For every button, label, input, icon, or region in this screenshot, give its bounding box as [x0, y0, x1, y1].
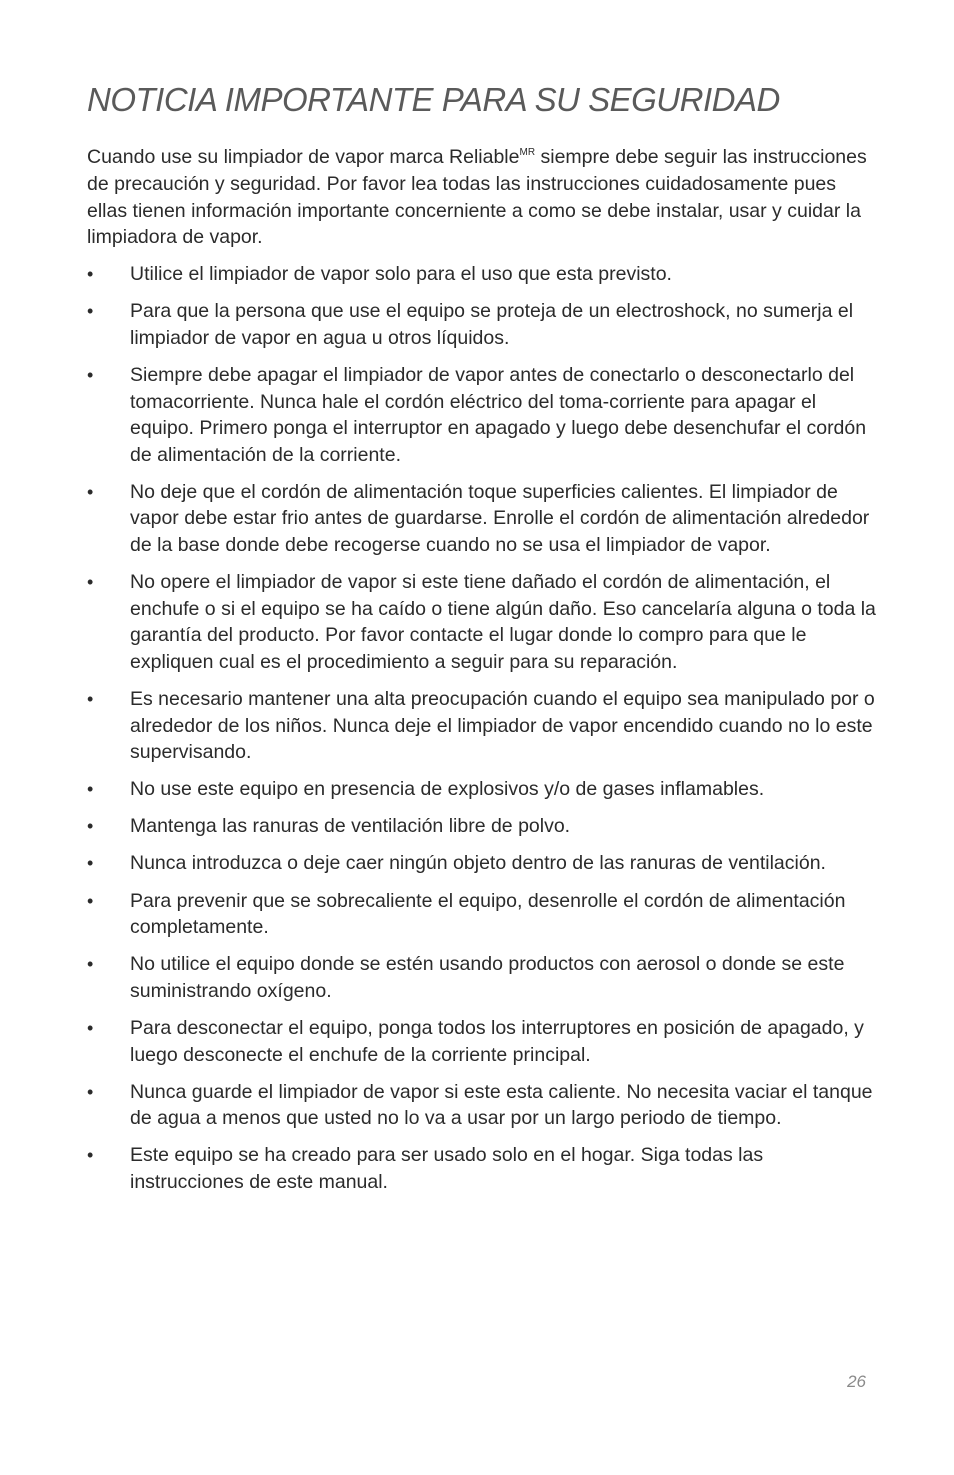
list-item: [87, 1142, 877, 1195]
intro-text-start: Cuando use su limpiador de vapor marca Reliable: [87, 146, 520, 168]
list-item: [87, 261, 877, 288]
list-item: [87, 686, 877, 766]
bullet-icon: •: [87, 364, 94, 385]
bullet-icon: •: [87, 779, 94, 800]
bullet-icon: •: [87, 301, 94, 322]
list-item-text: Este equipo se ha creado para ser usado solo en el hogar. Siga todas las instrucciones de este manual.: [130, 1144, 764, 1193]
list-item: [87, 951, 877, 1004]
list-item-text: Para que la persona que use el equipo se proteja de un electroshock, no sumerja el limpiador de vapor en agua u otros líquidos.: [130, 300, 854, 349]
bullet-icon: •: [87, 816, 94, 837]
page-number: 26: [847, 1372, 866, 1391]
safety-instructions-list: [87, 261, 877, 1195]
intro-paragraph: [87, 144, 877, 251]
list-item: [87, 776, 877, 803]
list-item-text: Nunca introduzca o deje caer ningún objeto dentro de las ranuras de ventilación.: [130, 852, 826, 875]
bullet-icon: •: [87, 572, 94, 593]
list-item: [87, 1015, 877, 1068]
trademark-mark: MR: [519, 147, 536, 158]
list-item: [87, 298, 877, 351]
list-item: [87, 888, 877, 941]
list-item-text: Siempre debe apagar el limpiador de vapor antes de conectarlo o desconectarlo del tomacorriente. Nunca hale el cordón eléctrico del toma-corriente para apagar el equipo. Primero ponga el interruptor en apagado y luego debe desenchufar el cordón de alimentación de la corriente.: [130, 363, 867, 466]
list-item: [87, 569, 877, 675]
list-item-text: No opere el limpiador de vapor si este tiene dañado el cordón de alimentación, el enchufe o si el equipo se ha caído o tiene algún daño. Eso cancelaría alguna o toda la garantía del producto. Por favor contacte el lugar donde lo compro para que le expliquen cual es el procedimiento a seguir para su reparación.: [130, 571, 876, 673]
list-item: [87, 850, 877, 877]
bullet-icon: •: [87, 954, 94, 975]
intro-text-end: siempre debe seguir las instrucciones de precaución y seguridad. Por favor lea todas las instrucciones cuidadosamente pues ellas tienen información importante concerniente a como se debe instalar, usar y cuidar la limpiadora de vapor.: [87, 146, 867, 249]
bullet-icon: •: [87, 1081, 94, 1102]
bullet-icon: •: [87, 264, 94, 285]
page-title: NOTICIA IMPORTANTE PARA SU SEGURIDAD: [87, 81, 780, 118]
list-item-text: No deje que el cordón de alimentación toque superficies calientes. El limpiador de vapor debe estar frio antes de guardarse. Enrolle el cordón de alimentación alrededor de la base donde debe recogerse cuando no se usa el limpiador de vapor.: [130, 480, 870, 557]
list-item-text: Para desconectar el equipo, ponga todos los interruptores en posición de apagado, y luego desconecte el enchufe de la corriente principal.: [130, 1016, 864, 1066]
list-item-text: Es necesario mantener una alta preocupación cuando el equipo sea manipulado por o alrededor de los niños. Nunca deje el limpiador de vapor encendido cuando no lo este supervisando.: [130, 688, 875, 764]
list-item-text: No utilice el equipo donde se estén usando productos con aerosol o donde se este suministrando oxígeno.: [130, 953, 845, 1002]
list-item: [87, 479, 877, 559]
bullet-icon: •: [87, 890, 94, 911]
document-page: [87, 78, 877, 1206]
bullet-icon: •: [87, 481, 94, 502]
bullet-icon: •: [87, 689, 94, 709]
bullet-icon: •: [87, 1017, 94, 1038]
bullet-icon: •: [87, 1145, 94, 1166]
bullet-icon: •: [87, 853, 94, 874]
list-item: [87, 813, 877, 840]
list-item-text: Utilice el limpiador de vapor solo para el uso que esta previsto.: [130, 263, 672, 286]
list-item: [87, 1079, 877, 1132]
list-item-text: Mantenga las ranuras de ventilación libre de polvo.: [130, 815, 571, 838]
list-item-text: No use este equipo en presencia de explosivos y/o de gases inflamables.: [130, 778, 765, 801]
list-item-text: Para prevenir que se sobrecaliente el equipo, desenrolle el cordón de alimentación completamente.: [130, 889, 846, 939]
list-item: [87, 362, 877, 468]
list-item-text: Nunca guarde el limpiador de vapor si este esta caliente. No necesita vaciar el tanque de agua a menos que usted no lo va a usar por un largo periodo de tiempo.: [130, 1080, 873, 1130]
